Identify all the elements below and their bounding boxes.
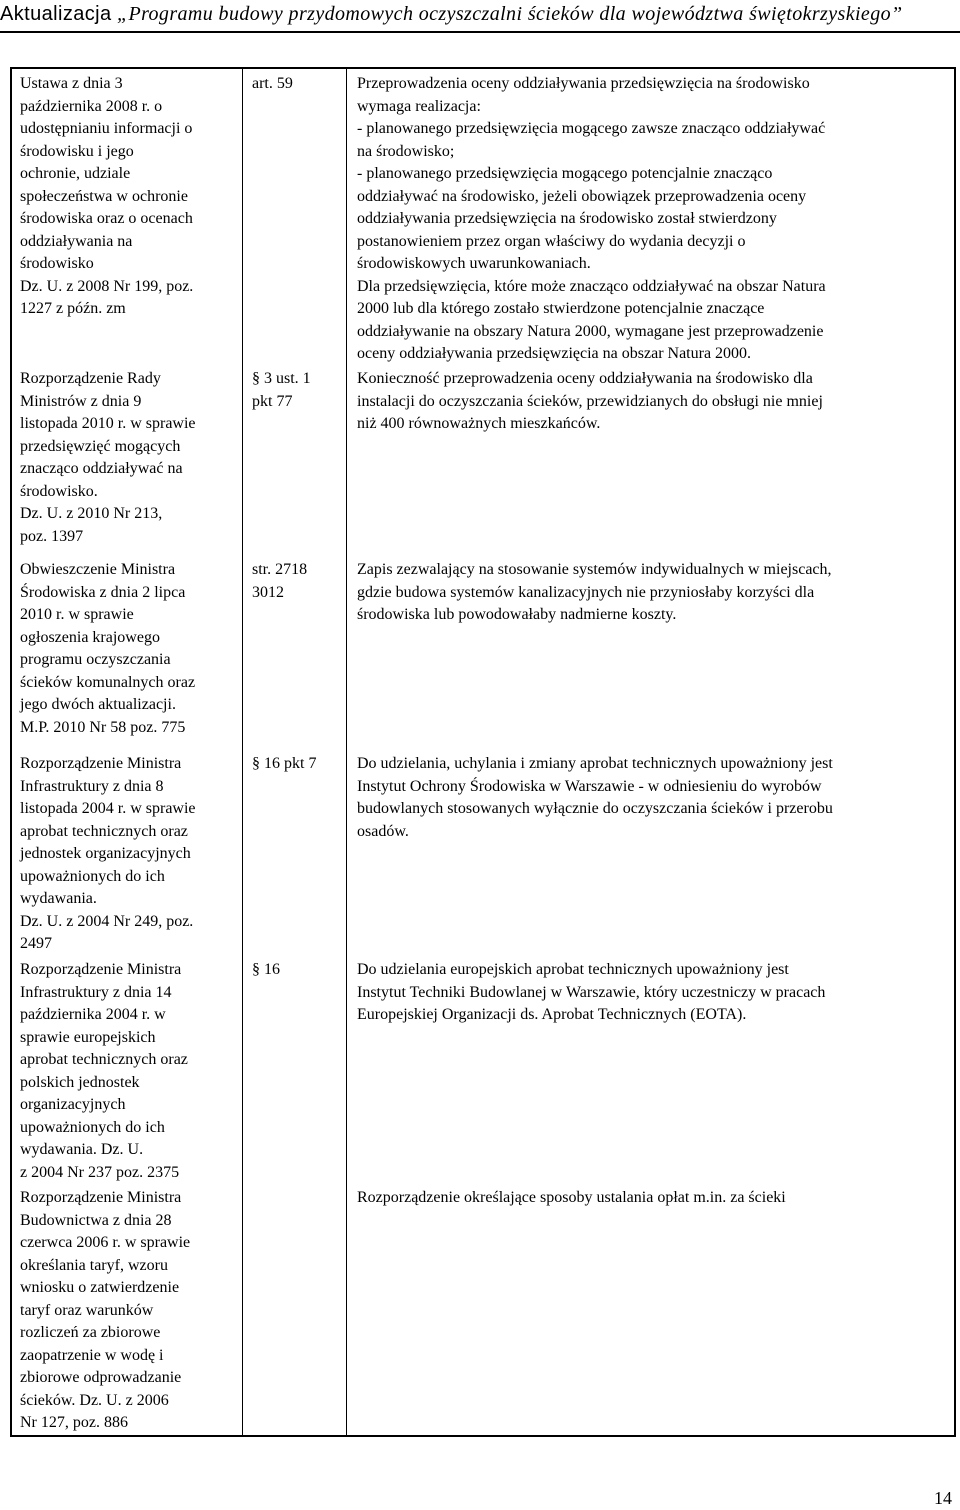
legal-act-cell: Rozporządzenie Ministra Infrastruktury z dnia 14 października 2004 r. w sprawie europejskich aprobat technicznych oraz polskich jednostek organizacyjnych upoważnionych do ich wydawania. Dz. U. z 2004 Nr 237 poz. 2375 [20,961,188,1181]
header-label: Aktualizacja [0,3,112,25]
reference-cell: § 3 ust. 1 pkt 77 [252,370,311,410]
legal-act-cell: Ustawa z dnia 3 października 2008 r. o udostępnianiu informacji o środowisku i jego ochronie, udziale społeczeństwa w ochronie środowiska oraz o ocenach oddziaływania na środowisko Dz. U. z 2008 Nr 199, poz. 1227 z późn. zm [20,75,194,317]
content-cell: Przeprowadzenia oceny oddziaływania przedsięwzięcia na środowisko wymaga realizacja: - planowanego przedsięwzięcia mogącego zawsze znacząco oddziaływać na środowisko; - planowanego przedsięwzięcia mogącego potencjalnie znacząco oddziaływać na środowisko, jeżeli obowiązek przeprowadzenia oceny oddziaływania przedsięwzięcia na środowisko został stwierdzony postanowieniem przez organ właściwy do wydania decyzji o środowiskowych uwarunkowaniach. Dla przedsięwzięcia, które może znacząco oddziaływać na obszar Natura 2000 lub dla którego zostało stwierdzone potencjalnie znaczące oddziaływanie na obszary Natura 2000, wymagane jest przeprowadzenie oceny oddziaływania przedsięwzięcia na obszar Natura 2000. [357,75,826,362]
column-divider [346,69,347,1435]
header-rule [0,31,960,33]
legal-act-cell: Obwieszczenie Ministra Środowiska z dnia 2 lipca 2010 r. w sprawie ogłoszenia krajowego programu oczyszczania ścieków komunalnych oraz jego dwóch aktualizacji. M.P. 2010 Nr 58 poz. 775 [20,561,196,736]
reference-cell: § 16 [252,961,280,978]
content-cell: Konieczność przeprowadzenia oceny oddziaływania na środowisko dla instalacji do oczyszczania ścieków, przewidzianych do obsługi nie mniej niż 400 równoważnych mieszkańców. [357,370,823,432]
content-cell: Rozporządzenie określające sposoby ustalania opłat m.in. za ścieki [357,1189,786,1206]
legislation-table [10,67,956,1437]
reference-cell: art. 59 [252,75,293,92]
header-title: „Programu budowy przydomowych oczyszczalni ścieków dla województwa świętokrzyskiego” [116,3,903,25]
page-number: 14 [934,1488,952,1508]
content-cell: Do udzielania europejskich aprobat technicznych upoważniony jest Instytut Techniki Budowlanej w Warszawie, który uczestniczy w pracach Europejskiej Organizacji ds. Aprobat Technicznych (EOTA). [357,961,826,1023]
reference-cell: § 16 pkt 7 [252,755,317,772]
content-cell: Do udzielania, uchylania i zmiany aprobat technicznych upoważniony jest Instytut Ochrony Środowiska w Warszawie - w odniesieniu do wyrobów budowlanych stosowanych wyłącznie do oczyszczania ścieków i przerobu osadów. [357,755,833,840]
page-header [0,0,960,32]
legal-act-cell: Rozporządzenie Rady Ministrów z dnia 9 listopada 2010 r. w sprawie przedsięwzięć mogących znacząco oddziaływać na środowisko. Dz. U. z 2010 Nr 213, poz. 1397 [20,370,196,545]
content-cell: Zapis zezwalający na stosowanie systemów indywidualnych w miejscach, gdzie budowa systemów kanalizacyjnych nie przyniosłaby korzyści dla środowiska lub powodowałaby nadmierne koszty. [357,561,832,623]
header-text [0,0,960,28]
legal-act-cell: Rozporządzenie Ministra Budownictwa z dnia 28 czerwca 2006 r. w sprawie określania taryf, wzoru wniosku o zatwierdzenie taryf oraz warunków rozliczeń za zbiorowe zaopatrzenie w wodę i zbiorowe odprowadzanie ścieków. Dz. U. z 2006 Nr 127, poz. 886 [20,1189,191,1431]
reference-cell: str. 2718 3012 [252,561,308,601]
legal-act-cell: Rozporządzenie Ministra Infrastruktury z dnia 8 listopada 2004 r. w sprawie aprobat technicznych oraz jednostek organizacyjnych upoważnionych do ich wydawania. Dz. U. z 2004 Nr 249, poz. 2497 [20,755,196,952]
